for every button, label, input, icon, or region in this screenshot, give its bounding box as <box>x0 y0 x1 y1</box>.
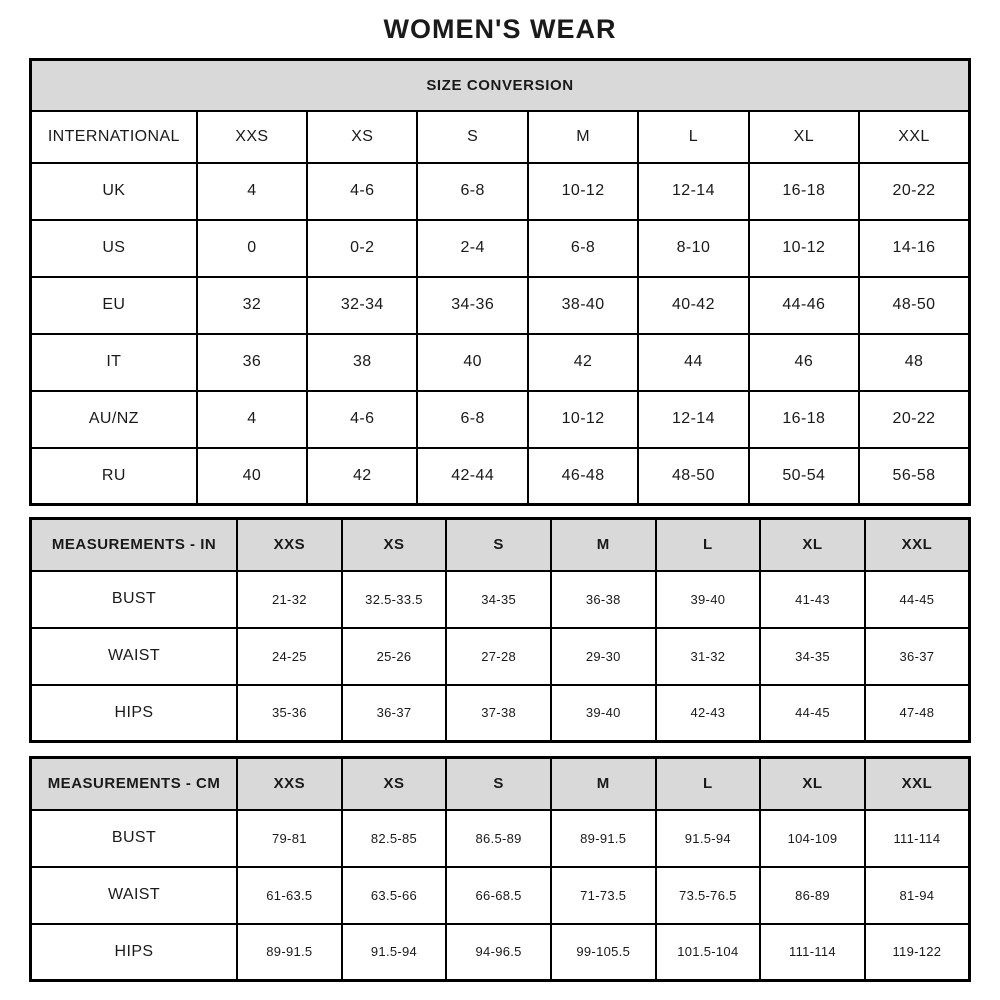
cell-value: 0 <box>197 220 307 277</box>
cell-value: 44-45 <box>865 571 970 628</box>
cell-value: 111-114 <box>865 810 970 867</box>
cell-value: 39-40 <box>551 685 656 742</box>
size-header-xxl: XXL <box>865 758 970 810</box>
cell-value: 44-45 <box>760 685 865 742</box>
cell-value: 44-46 <box>749 277 859 334</box>
measurements-in-label: MEASUREMENTS - IN <box>31 519 238 571</box>
table-row <box>31 685 970 742</box>
row-label: IT <box>31 334 197 391</box>
cell-value: 10-12 <box>749 220 859 277</box>
measurements-cm-label: MEASUREMENTS - CM <box>31 758 238 810</box>
cell-value: 47-48 <box>865 685 970 742</box>
cell-value: 46 <box>749 334 859 391</box>
size-header-m: M <box>551 519 656 571</box>
cell-value: 46-48 <box>528 448 638 505</box>
cell-value: 41-43 <box>760 571 865 628</box>
cell-value: 91.5-94 <box>342 924 447 981</box>
table-row <box>31 448 970 505</box>
cell-value: 32-34 <box>307 277 417 334</box>
cell-value: 44 <box>638 334 748 391</box>
cell-value: 94-96.5 <box>446 924 551 981</box>
cell-value: 10-12 <box>528 163 638 220</box>
size-header-xxl: XXL <box>859 111 969 163</box>
cell-value: 6-8 <box>417 163 527 220</box>
table-row <box>31 277 970 334</box>
cell-value: 4 <box>197 391 307 448</box>
size-header-label: INTERNATIONAL <box>31 111 197 163</box>
size-conversion-table <box>29 58 971 506</box>
cell-value: 56-58 <box>859 448 969 505</box>
table-row <box>31 334 970 391</box>
measurements-in-table <box>29 517 971 743</box>
row-label: WAIST <box>31 867 238 924</box>
cell-value: 31-32 <box>656 628 761 685</box>
table-row <box>31 924 970 981</box>
cell-value: 34-36 <box>417 277 527 334</box>
cell-value: 61-63.5 <box>237 867 342 924</box>
cell-value: 50-54 <box>749 448 859 505</box>
row-label: EU <box>31 277 197 334</box>
cell-value: 25-26 <box>342 628 447 685</box>
page-title: WOMEN'S WEAR <box>383 14 617 44</box>
size-header-l: L <box>656 758 761 810</box>
cell-value: 8-10 <box>638 220 748 277</box>
size-header-xxs: XXS <box>237 519 342 571</box>
row-label: AU/NZ <box>31 391 197 448</box>
cell-value: 40 <box>417 334 527 391</box>
cell-value: 36-37 <box>342 685 447 742</box>
row-label: US <box>31 220 197 277</box>
cell-value: 14-16 <box>859 220 969 277</box>
cell-value: 42-43 <box>656 685 761 742</box>
cell-value: 32.5-33.5 <box>342 571 447 628</box>
row-label: BUST <box>31 810 238 867</box>
size-header-l: L <box>638 111 748 163</box>
size-header-xs: XS <box>342 519 447 571</box>
cell-value: 42-44 <box>417 448 527 505</box>
cell-value: 89-91.5 <box>237 924 342 981</box>
cell-value: 99-105.5 <box>551 924 656 981</box>
size-header-xl: XL <box>749 111 859 163</box>
cell-value: 63.5-66 <box>342 867 447 924</box>
size-header-row <box>31 111 970 163</box>
size-conversion-title: SIZE CONVERSION <box>31 60 970 111</box>
cell-value: 16-18 <box>749 391 859 448</box>
cell-value: 4-6 <box>307 391 417 448</box>
row-label: WAIST <box>31 628 238 685</box>
cell-value: 16-18 <box>749 163 859 220</box>
cell-value: 82.5-85 <box>342 810 447 867</box>
cell-value: 21-32 <box>237 571 342 628</box>
table-title-row <box>31 60 970 111</box>
table-row <box>31 220 970 277</box>
size-header-l: L <box>656 519 761 571</box>
cell-value: 6-8 <box>417 391 527 448</box>
size-header-xl: XL <box>760 519 865 571</box>
cell-value: 101.5-104 <box>656 924 761 981</box>
table-row <box>31 163 970 220</box>
cell-value: 73.5-76.5 <box>656 867 761 924</box>
cell-value: 4-6 <box>307 163 417 220</box>
cell-value: 42 <box>307 448 417 505</box>
cell-value: 10-12 <box>528 391 638 448</box>
cell-value: 86-89 <box>760 867 865 924</box>
cell-value: 27-28 <box>446 628 551 685</box>
size-header-s: S <box>417 111 527 163</box>
cell-value: 35-36 <box>237 685 342 742</box>
cell-value: 89-91.5 <box>551 810 656 867</box>
cell-value: 20-22 <box>859 391 969 448</box>
size-header-s: S <box>446 758 551 810</box>
table-row <box>31 391 970 448</box>
cell-value: 24-25 <box>237 628 342 685</box>
cell-value: 36 <box>197 334 307 391</box>
size-header-m: M <box>528 111 638 163</box>
cell-value: 81-94 <box>865 867 970 924</box>
size-header-xxs: XXS <box>197 111 307 163</box>
cell-value: 40 <box>197 448 307 505</box>
measurements-cm-table <box>29 756 971 982</box>
size-header-xxs: XXS <box>237 758 342 810</box>
cell-value: 40-42 <box>638 277 748 334</box>
cell-value: 29-30 <box>551 628 656 685</box>
cell-value: 2-4 <box>417 220 527 277</box>
cell-value: 4 <box>197 163 307 220</box>
cell-value: 20-22 <box>859 163 969 220</box>
size-header-xs: XS <box>307 111 417 163</box>
cell-value: 34-35 <box>760 628 865 685</box>
cell-value: 86.5-89 <box>446 810 551 867</box>
size-header-xxl: XXL <box>865 519 970 571</box>
cell-value: 104-109 <box>760 810 865 867</box>
cell-value: 0-2 <box>307 220 417 277</box>
row-label: UK <box>31 163 197 220</box>
cell-value: 48-50 <box>638 448 748 505</box>
table-row <box>31 867 970 924</box>
cell-value: 48 <box>859 334 969 391</box>
table-row <box>31 571 970 628</box>
cell-value: 36-38 <box>551 571 656 628</box>
cell-value: 12-14 <box>638 391 748 448</box>
cell-value: 32 <box>197 277 307 334</box>
table-row <box>31 628 970 685</box>
cell-value: 36-37 <box>865 628 970 685</box>
row-label: HIPS <box>31 924 238 981</box>
size-header-s: S <box>446 519 551 571</box>
cell-value: 91.5-94 <box>656 810 761 867</box>
cell-value: 38 <box>307 334 417 391</box>
cell-value: 111-114 <box>760 924 865 981</box>
cell-value: 79-81 <box>237 810 342 867</box>
cell-value: 38-40 <box>528 277 638 334</box>
cell-value: 6-8 <box>528 220 638 277</box>
measurements-cm-header-row <box>31 758 970 810</box>
cell-value: 48-50 <box>859 277 969 334</box>
table-row <box>31 810 970 867</box>
size-header-xs: XS <box>342 758 447 810</box>
row-label: BUST <box>31 571 238 628</box>
measurements-in-header-row <box>31 519 970 571</box>
cell-value: 12-14 <box>638 163 748 220</box>
cell-value: 119-122 <box>865 924 970 981</box>
cell-value: 37-38 <box>446 685 551 742</box>
cell-value: 42 <box>528 334 638 391</box>
cell-value: 34-35 <box>446 571 551 628</box>
cell-value: 66-68.5 <box>446 867 551 924</box>
cell-value: 71-73.5 <box>551 867 656 924</box>
row-label: HIPS <box>31 685 238 742</box>
cell-value: 39-40 <box>656 571 761 628</box>
size-header-m: M <box>551 758 656 810</box>
row-label: RU <box>31 448 197 505</box>
size-header-xl: XL <box>760 758 865 810</box>
